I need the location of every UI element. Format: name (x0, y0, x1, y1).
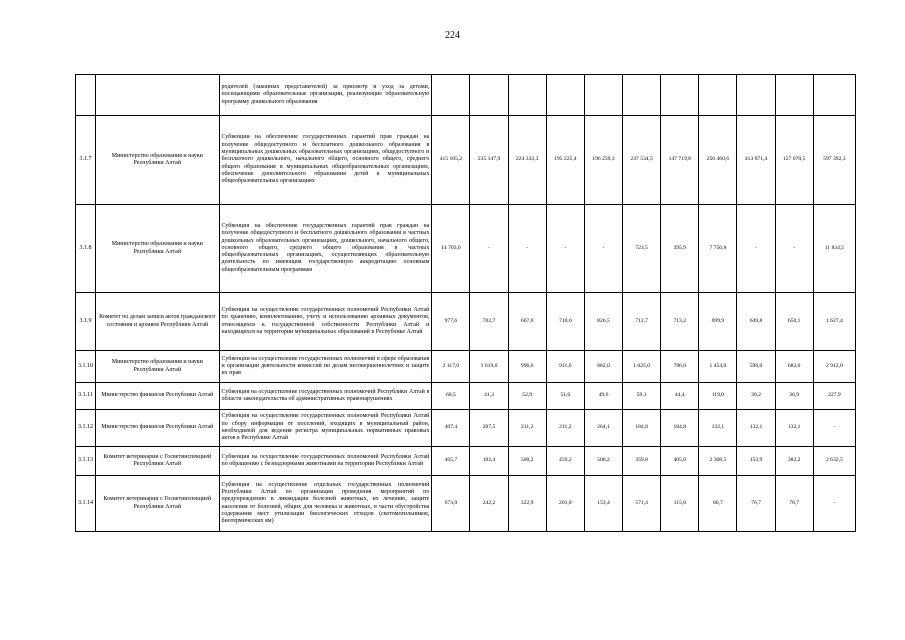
amount-cell: 201,8 (546, 476, 584, 532)
amount-cell: 977,6 (432, 293, 470, 351)
table-row (76, 383, 856, 410)
amount-cell: 699,9 (699, 293, 737, 351)
amount-cell: 68,5 (432, 383, 470, 410)
amount-cell: 673,9 (432, 476, 470, 532)
amount-cell: 192,4 (470, 447, 508, 476)
amount-cell (584, 75, 622, 116)
amount-cell: 256 460,6 (699, 116, 737, 205)
amount-cell: 224 333,3 (508, 116, 546, 205)
amount-cell: 650,1 (775, 293, 813, 351)
amount-cell: 211,2 (546, 410, 584, 447)
amount-cell: 2 912,0 (813, 351, 855, 383)
amount-cell (775, 75, 813, 116)
responsible-organization: Министерство финансов Республики Алтай (96, 383, 219, 410)
responsible-organization: Министерство образования и науки Республики Алтай (96, 116, 219, 205)
amount-cell: 413 071,4 (737, 116, 775, 205)
amount-cell: 59,1 (623, 383, 661, 410)
subvention-description: Субвенции на осуществление государственных полномочий в сфере образования и организации деятельности комиссий по делам несовершеннолетних и защите их прав (219, 351, 432, 383)
amount-cell: 1 627,4 (813, 293, 855, 351)
responsible-organization: Министерство финансов Республики Алтай (96, 410, 219, 447)
amount-cell: 382,2 (775, 447, 813, 476)
amount-cell: 76,7 (775, 476, 813, 532)
amount-cell: 597 392,3 (813, 116, 855, 205)
amount-cell: 710,0 (546, 293, 584, 351)
amount-cell (813, 75, 855, 116)
row-number: 3.1.8 (76, 205, 96, 293)
amount-cell: 11 834,5 (813, 205, 855, 293)
responsible-organization: Министерство образования и науки Республики Алтай (96, 351, 219, 383)
amount-cell (661, 75, 699, 116)
row-number: 3.1.9 (76, 293, 96, 351)
amount-cell: 207,5 (470, 410, 508, 447)
amount-cell: 14 703,6 (432, 205, 470, 293)
row-number: 3.1.14 (76, 476, 96, 532)
amount-cell: 996,0 (508, 351, 546, 383)
amount-cell: 500,2 (508, 447, 546, 476)
amount-cell: 51,6 (546, 383, 584, 410)
subvention-description: Субвенция на осуществление государственных полномочий Республики Алтай по обращению с безнадзорными животными на территории Республики Алтай (219, 447, 432, 476)
amount-cell: 184,8 (661, 410, 699, 447)
amount-cell: 359,8 (623, 447, 661, 476)
amount-cell (737, 75, 775, 116)
amount-cell: 415 105,2 (432, 116, 470, 205)
responsible-organization: Министерство образования и науки Республики Алтай (96, 205, 219, 293)
subvention-description: Субвенция на осуществление государственных полномочий Республики Алтай в области законодательства об административных правонарушениях (219, 383, 432, 410)
table-row (76, 410, 856, 447)
amount-cell: - (508, 205, 546, 293)
amount-cell: 322,9 (508, 476, 546, 532)
amount-cell: 36,9 (775, 383, 813, 410)
responsible-organization: Комитет ветеринарии с Госветинспекцией Республики Алтай (96, 447, 219, 476)
amount-cell: 702,7 (470, 293, 508, 351)
subvention-description: Субвенция на осуществление отдельных государственных полномочий Республики Алтай по организации проведения мероприятий по предупреждению и ликвидации болезней животных, их лечению, защите населения от болезней, общих для человека и животных, в части обустройства содержания мест утилизации биологических отходов (скотомогильников, биотермических ям) (219, 476, 432, 532)
amount-cell: 2 308,5 (699, 447, 737, 476)
amount-cell: 153,4 (584, 476, 622, 532)
table-row (76, 476, 856, 532)
table-row (76, 351, 856, 383)
amount-cell: 407,4 (432, 410, 470, 447)
amount-cell: 80,7 (699, 476, 737, 532)
table-row (76, 293, 856, 351)
amount-cell: 115,0 (661, 476, 699, 532)
responsible-organization (96, 75, 219, 116)
amount-cell: 465,7 (432, 447, 470, 476)
amount-cell: - (470, 205, 508, 293)
row-number: 3.1.10 (76, 351, 96, 383)
table-row (76, 447, 856, 476)
amount-cell: 49,6 (584, 383, 622, 410)
table-row (76, 75, 856, 116)
amount-cell: 1 454,0 (699, 351, 737, 383)
amount-cell: 395,9 (661, 205, 699, 293)
subvention-description: Субвенция на осуществление государственных полномочий Республики Алтай по сбору информации от поселений, входящих в муниципальный район, необходимой для ведения регистра муниципальных нормативных правовых актов в Республике Алтай (219, 410, 432, 447)
amount-cell: 76,7 (737, 476, 775, 532)
amount-cell: 682,0 (775, 351, 813, 383)
amount-cell: 723,5 (623, 205, 661, 293)
amount-cell: 2 117,0 (432, 351, 470, 383)
row-number: 3.1.13 (76, 447, 96, 476)
amount-cell: 132,1 (775, 410, 813, 447)
amount-cell (699, 75, 737, 116)
subvention-description: Субвенции на обеспечение государственных гарантий прав граждан на получение общедоступного и бесплатного дошкольного образования в муниципальных дошкольных образовательных организациях, общедоступного и бесплатного дошкольного, начального общего, основного общего, среднего общего образования в муниципальных общеобразовательных организациях, обеспечение дополнительного образования детей в муниципальных общеобразовательных организациях (219, 116, 432, 205)
amount-cell: 459,2 (546, 447, 584, 476)
amount-cell: 153,9 (737, 447, 775, 476)
amount-cell: 195 225,4 (546, 116, 584, 205)
subvention-description: Субвенция на обеспечение государственных гарантий прав граждан на получение общедоступного и бесплатного дошкольного образования в частных дошкольных образовательных организациях, дошкольного, начального общего, основного общего, среднего общего образования в частных общеобразовательных организациях, осуществляющих образовательную деятельность по имеющим государственную аккредитацию основным общеобразовательным программам (219, 205, 432, 293)
amount-cell: 30,2 (737, 383, 775, 410)
row-number (76, 75, 96, 116)
row-number: 3.1.7 (76, 116, 96, 205)
amount-cell: 571,4 (623, 476, 661, 532)
amount-cell: 52,9 (508, 383, 546, 410)
page-number: 224 (445, 30, 460, 41)
amount-cell: - (546, 205, 584, 293)
amount-cell: 1 025,0 (623, 351, 661, 383)
responsible-organization: Комитет ветеринарии с Госветинспекцией Республики Алтай (96, 476, 219, 532)
amount-cell (508, 75, 546, 116)
amount-cell: - (584, 205, 622, 293)
amount-cell: 826,5 (584, 293, 622, 351)
amount-cell: 1 619,0 (470, 351, 508, 383)
row-number: 3.1.11 (76, 383, 96, 410)
subvention-table (75, 74, 856, 532)
amount-cell: 713,2 (661, 293, 699, 351)
amount-cell: 596,0 (737, 351, 775, 383)
amount-cell: 237 534,5 (623, 116, 661, 205)
amount-cell: 712,7 (623, 293, 661, 351)
amount-cell: 405,0 (661, 447, 699, 476)
table-row (76, 205, 856, 293)
amount-cell: 41,3 (470, 383, 508, 410)
amount-cell: 132,1 (699, 410, 737, 447)
amount-cell: 242,2 (470, 476, 508, 532)
amount-cell: 235 147,9 (470, 116, 508, 205)
amount-cell (623, 75, 661, 116)
amount-cell: 649,8 (737, 293, 775, 351)
amount-cell: 911,0 (546, 351, 584, 383)
amount-cell: 196 259,3 (584, 116, 622, 205)
table-body (76, 75, 856, 532)
amount-cell: 506,2 (584, 447, 622, 476)
amount-cell: 264,1 (584, 410, 622, 447)
amount-cell: 211,2 (508, 410, 546, 447)
amount-cell: 667,9 (508, 293, 546, 351)
row-number: 3.1.12 (76, 410, 96, 447)
amount-cell: 119,0 (699, 383, 737, 410)
amount-cell (546, 75, 584, 116)
amount-cell: 132,1 (737, 410, 775, 447)
amount-cell: - (737, 205, 775, 293)
amount-cell: 127 070,5 (775, 116, 813, 205)
amount-cell (470, 75, 508, 116)
subvention-description: Субвенция на осуществление государственных полномочий Республики Алтай по хранению, комплектованию, учету и использованию архивных документов, относящихся к государственной собственности Республики Алтай и находящихся на территории муниципальных образований в Республике Алтай (219, 293, 432, 351)
subvention-description: родителей (законных представителей) за присмотр и уход за детьми, посещающими образовательные организации, реализующие образовательную программу дошкольного образования (219, 75, 432, 116)
amount-cell (432, 75, 470, 116)
responsible-organization: Комитет по делам записи актов гражданского состояния и архивов Республики Алтай (96, 293, 219, 351)
amount-cell: 44,4 (661, 383, 699, 410)
table-row (76, 116, 856, 205)
amount-cell: - (775, 205, 813, 293)
amount-cell: 882,0 (584, 351, 622, 383)
amount-cell: 2 632,5 (813, 447, 855, 476)
amount-cell: - (813, 410, 855, 447)
amount-cell: - (813, 476, 855, 532)
amount-cell: 796,0 (661, 351, 699, 383)
amount-cell: 184,8 (623, 410, 661, 447)
amount-cell: 147 719,8 (661, 116, 699, 205)
amount-cell: 227,9 (813, 383, 855, 410)
amount-cell: 7 756,8 (699, 205, 737, 293)
